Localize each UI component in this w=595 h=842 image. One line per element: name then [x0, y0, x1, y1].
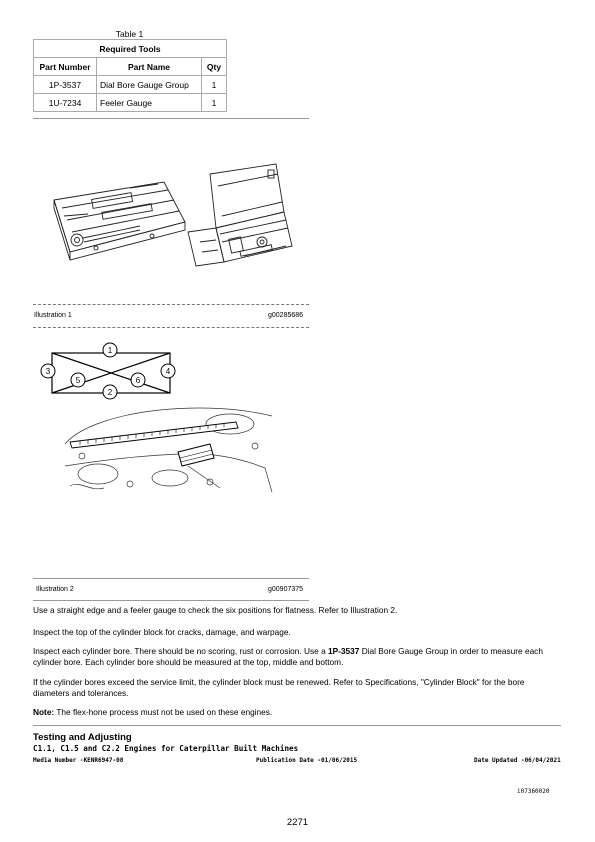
illustration-2-top-rule: [33, 578, 309, 579]
illustration-2-label: Illustration 2: [36, 586, 74, 593]
paragraph-inspect-top: Inspect the top of the cylinder block for cracks, damage, and warpage.: [33, 627, 291, 637]
part-name-cell: Feeler Gauge: [97, 94, 202, 112]
footer-subtitle: C1.1, C1.5 and C2.2 Engines for Caterpillar Built Machines: [33, 744, 299, 753]
paragraph-inspect-bore: Inspect each cylinder bore. There should be no scoring, rust or corrosion. Use a 1P-3537 Dial Bore Gauge Group in order to measure each cylinder bore. Each cylinder bore should be measured at the top, middle and bottom.: [33, 646, 543, 667]
footer-title: Testing and Adjusting: [33, 732, 132, 743]
illustration-1-image: [40, 156, 310, 274]
page-number: 2271: [286, 817, 309, 828]
flatness-positions-diagram: [34, 340, 274, 400]
note-label: Note:: [33, 707, 55, 717]
table-row: [34, 76, 227, 94]
table-row: [34, 94, 227, 112]
date-updated: Date Updated -06/04/2021: [474, 757, 561, 764]
illustration-1-label: Illustration 1: [34, 312, 72, 319]
paragraph-service-limit: If the cylinder bores exceed the service limit, the cylinder block must be renewed. Refer to Specifications, "Cylinder Block" for the bore diameters and tolerances.: [33, 677, 525, 698]
position-number-2: 2: [107, 388, 113, 397]
position-number-5: 5: [75, 376, 81, 385]
position-number-4: 4: [165, 367, 171, 376]
position-number-1: 1: [107, 346, 113, 355]
required-tools-table: [33, 39, 227, 112]
part-name-cell: Dial Bore Gauge Group: [97, 76, 202, 94]
illustration-2-bottom-rule: [33, 600, 309, 601]
qty-cell: 1: [202, 76, 227, 94]
table-title: Required Tools: [34, 40, 227, 58]
illustration-1-bottom-rule: [33, 327, 309, 328]
illustration-2-code: g00907375: [268, 586, 304, 593]
illustration-1-top-rule: [33, 304, 309, 305]
media-number: Media Number -KENR6947-08: [33, 757, 124, 764]
paragraph-flatness: Use a straight edge and a feeler gauge to check the six positions for flatness. Refer to Illustration 2.: [33, 605, 398, 615]
divider: [33, 118, 309, 119]
part-number-bold: 1P-3537: [328, 646, 360, 656]
part-number-cell: 1P-3537: [34, 76, 97, 94]
table-caption: Table 1: [115, 29, 144, 39]
footer-divider: [33, 725, 561, 726]
illustration-1-code: g00285686: [268, 312, 304, 319]
column-header-part-name: Part Name: [97, 58, 202, 76]
qty-cell: 1: [202, 94, 227, 112]
column-header-part-number: Part Number: [34, 58, 97, 76]
column-header-qty: Qty: [202, 58, 227, 76]
illustration-2-image: [60, 396, 280, 496]
document-id: i07360020: [517, 788, 550, 795]
position-number-3: 3: [45, 367, 51, 376]
note-text: The flex-hone process must not be used on these engines.: [54, 707, 273, 717]
publication-date: Publication Date -01/06/2015: [256, 757, 358, 764]
position-number-6: 6: [135, 376, 141, 385]
part-number-cell: 1U-7234: [34, 94, 97, 112]
note: [33, 707, 563, 718]
